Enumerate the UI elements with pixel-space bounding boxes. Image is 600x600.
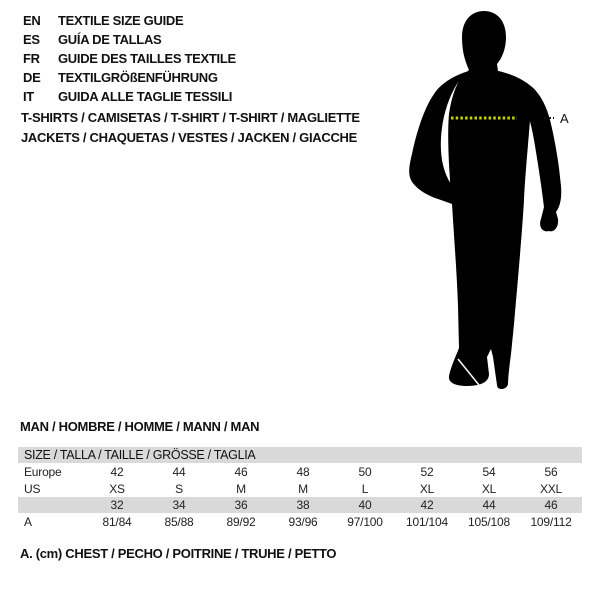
size-value: 38 — [296, 498, 310, 512]
size-value: 44 — [172, 464, 186, 479]
table-row-chest-a — [18, 513, 582, 530]
size-value: 44 — [482, 498, 496, 512]
size-value: 109/112 — [530, 514, 572, 529]
language-code: ES — [23, 32, 40, 47]
measure-label-a: A — [560, 111, 569, 126]
measurement-footnote: A. (cm) CHEST / PECHO / POITRINE / TRUHE / PETTO — [20, 546, 337, 561]
category-tshirts: T-SHIRTS / CAMISETAS / T-SHIRT / T-SHIRT / MAGLIETTE — [21, 110, 360, 125]
size-value: 50 — [358, 464, 372, 479]
size-value: 85/88 — [164, 514, 194, 529]
size-value: XL — [419, 481, 435, 496]
language-code: DE — [23, 70, 41, 85]
size-value: 32 — [110, 498, 124, 512]
size-value: 54 — [482, 464, 496, 479]
size-value: 42 — [110, 464, 124, 479]
size-value: 36 — [234, 498, 248, 512]
size-value: 105/108 — [468, 514, 510, 529]
size-table-header: SIZE / TALLA / TAILLE / GRÖSSE / TAGLIA — [18, 447, 582, 463]
language-row-de — [23, 68, 236, 87]
size-value: XXL — [539, 481, 563, 496]
size-value: L — [361, 481, 369, 496]
size-value: 56 — [544, 464, 558, 479]
category-lines — [21, 108, 360, 148]
language-row-en — [23, 11, 236, 30]
size-value: M — [236, 481, 246, 496]
row-label: A — [24, 514, 32, 529]
language-row-fr — [23, 49, 236, 68]
size-value: 81/84 — [102, 514, 132, 529]
size-value: 101/104 — [406, 514, 448, 529]
size-value: 40 — [358, 498, 372, 512]
size-value: 48 — [296, 464, 310, 479]
language-label: GUIDA ALLE TAGLIE TESSILI — [58, 89, 233, 104]
language-list — [23, 11, 236, 106]
size-value: 52 — [420, 464, 434, 479]
section-title-man: MAN / HOMBRE / HOMME / MANN / MAN — [20, 419, 260, 434]
table-row-us-numeric — [18, 497, 582, 513]
size-value: XS — [109, 481, 125, 496]
language-label: GUIDE DES TAILLES TEXTILE — [58, 51, 236, 66]
silhouette-body — [448, 11, 536, 389]
table-row-europe — [18, 463, 582, 480]
size-value: 89/92 — [226, 514, 256, 529]
size-value: 46 — [234, 464, 248, 479]
language-row-it — [23, 87, 236, 106]
table-row-us — [18, 480, 582, 497]
language-code: EN — [23, 13, 41, 28]
language-label: TEXTILE SIZE GUIDE — [58, 13, 184, 28]
category-jackets: JACKETS / CHAQUETAS / VESTES / JACKEN / GIACCHE — [21, 130, 357, 145]
size-value: S — [175, 481, 183, 496]
language-code: FR — [23, 51, 40, 66]
row-label: US — [24, 481, 41, 496]
language-label: GUÍA DE TALLAS — [58, 32, 162, 47]
size-value: 42 — [420, 498, 434, 512]
language-row-es — [23, 30, 236, 49]
size-value: XL — [481, 481, 497, 496]
language-label: TEXTILGRÖßENFÜHRUNG — [58, 70, 218, 85]
size-value: 93/96 — [288, 514, 318, 529]
man-silhouette — [405, 8, 575, 400]
size-value: 34 — [172, 498, 186, 512]
row-label: Europe — [24, 464, 62, 479]
size-value: M — [298, 481, 308, 496]
size-value: 97/100 — [347, 514, 383, 529]
size-table — [18, 447, 582, 530]
language-code: IT — [23, 89, 34, 104]
size-value: 46 — [544, 498, 558, 512]
